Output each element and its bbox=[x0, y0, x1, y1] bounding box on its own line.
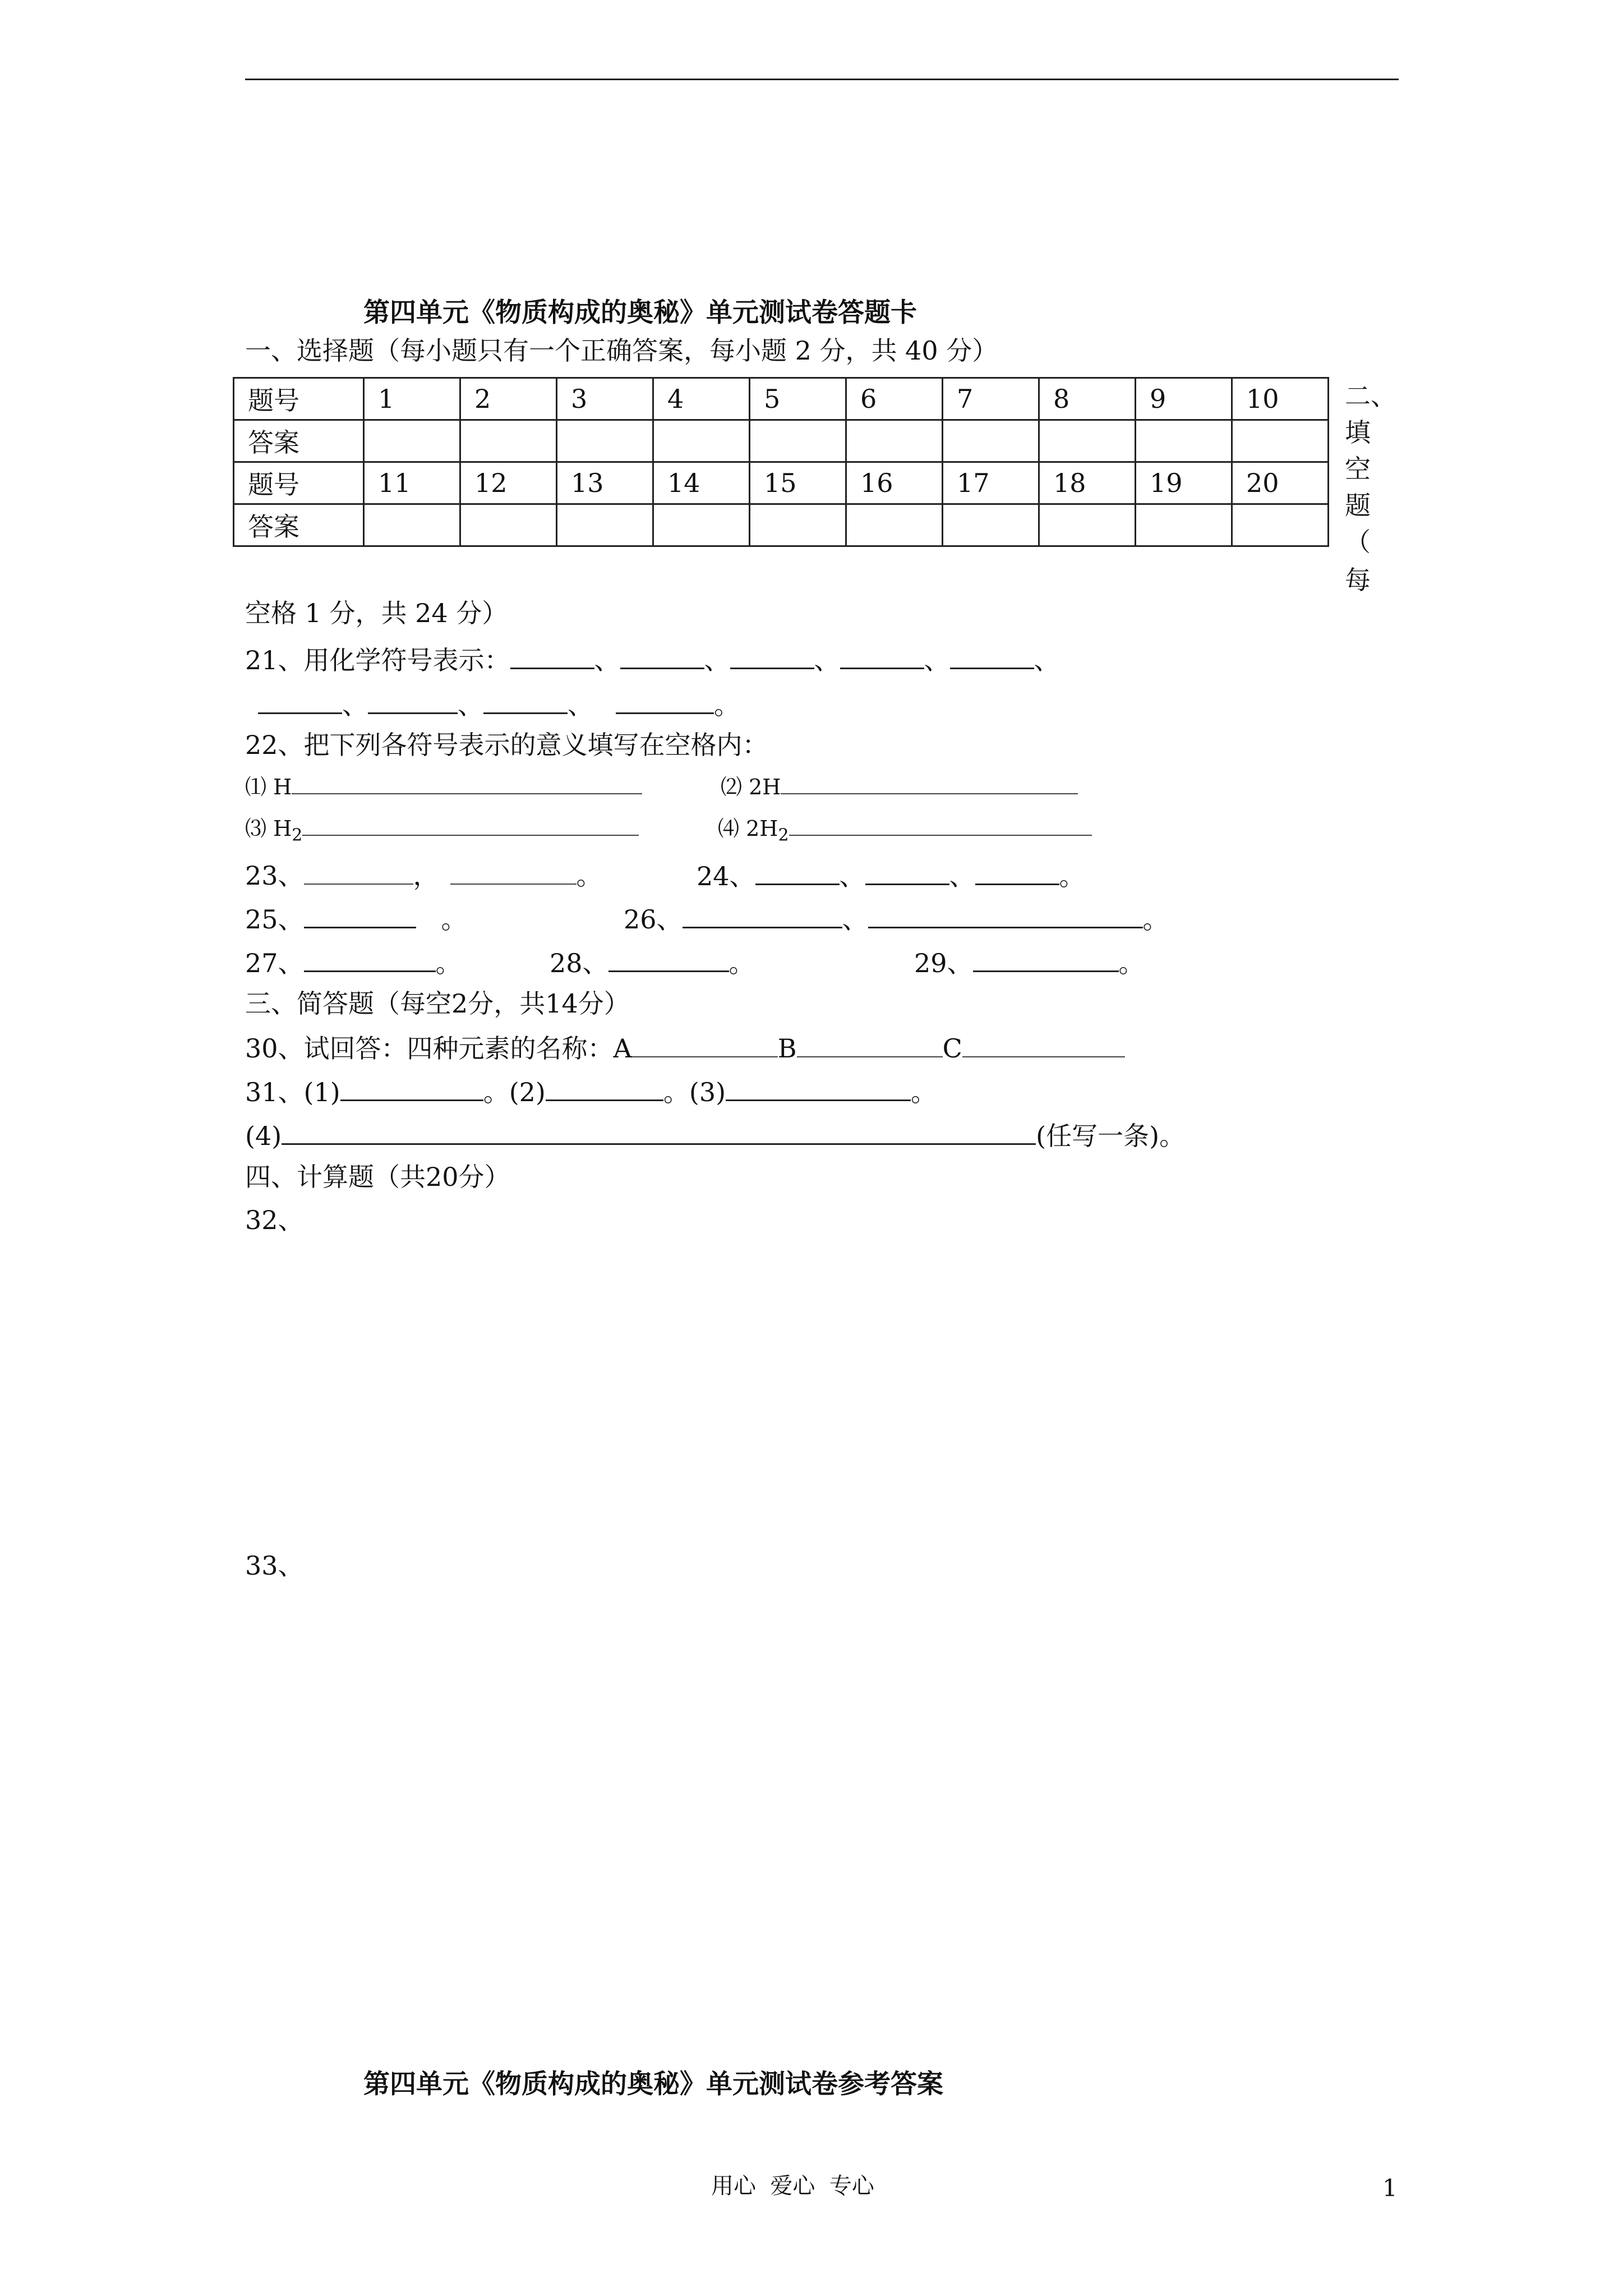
q33-label: 33、 bbox=[245, 1550, 304, 1581]
item-number: ⑷ bbox=[718, 816, 740, 841]
answer-cell[interactable] bbox=[943, 504, 1039, 546]
question-number: 14 bbox=[653, 462, 750, 504]
subscript: 2 bbox=[778, 825, 789, 845]
answer-blank[interactable] bbox=[616, 690, 714, 714]
comma: ， bbox=[413, 861, 439, 891]
q25-line bbox=[245, 904, 467, 935]
answer-cell[interactable] bbox=[557, 504, 653, 546]
question-number: 16 bbox=[846, 462, 943, 504]
question-number: 17 bbox=[943, 462, 1039, 504]
q21-label: 21、用化学符号表示： bbox=[245, 645, 510, 675]
q25-label: 25、 bbox=[245, 904, 304, 935]
section3-heading: 三、简答题（每空2分，共14分） bbox=[245, 988, 630, 1019]
section2-heading-continued: 空格 1 分，共 24 分） bbox=[245, 598, 508, 628]
answer-blank[interactable] bbox=[755, 861, 840, 885]
question-number: 11 bbox=[364, 462, 460, 504]
separator: 、 bbox=[1034, 645, 1060, 675]
chemical-symbol: H bbox=[273, 775, 292, 799]
answer-blank[interactable] bbox=[304, 861, 413, 885]
answer-blank[interactable] bbox=[546, 1077, 663, 1101]
separator: 、 bbox=[594, 645, 620, 675]
q28-line bbox=[550, 948, 755, 976]
q32-label: 32、 bbox=[245, 1205, 304, 1235]
period: 。 bbox=[435, 948, 462, 978]
answer-blank[interactable] bbox=[302, 818, 639, 836]
answer-cell[interactable] bbox=[1039, 504, 1136, 546]
answer-blank[interactable] bbox=[483, 690, 568, 714]
row-label-number: 题号 bbox=[234, 462, 364, 504]
q31-part2-label: 。(2) bbox=[483, 1077, 546, 1107]
question-number: 2 bbox=[460, 378, 557, 420]
q29-label: 29、 bbox=[914, 948, 973, 978]
answer-blank[interactable] bbox=[973, 948, 1119, 972]
answer-blank[interactable] bbox=[726, 1077, 911, 1101]
separator: 、 bbox=[814, 645, 840, 675]
question-number: 18 bbox=[1039, 462, 1136, 504]
header-rule bbox=[245, 79, 1399, 80]
answer-cell[interactable] bbox=[653, 420, 750, 462]
page-number: 1 bbox=[1382, 2174, 1398, 2202]
separator: 、 bbox=[568, 690, 593, 720]
item-number: ⑴ bbox=[245, 775, 267, 799]
answer-cell[interactable] bbox=[1039, 420, 1136, 462]
section2-heading-vertical: 每 bbox=[1345, 565, 1371, 595]
q31-part4-note: (任写一条)。 bbox=[1036, 1121, 1186, 1151]
chemical-symbol: 2H bbox=[746, 816, 778, 841]
answer-blank[interactable] bbox=[865, 861, 949, 885]
answer-cell[interactable] bbox=[364, 504, 460, 546]
q29-line bbox=[914, 948, 1145, 976]
question-number: 13 bbox=[557, 462, 653, 504]
answer-cell[interactable] bbox=[1232, 504, 1329, 546]
choice-answer-table bbox=[233, 377, 1329, 547]
reference-answer-title: 第四单元《物质构成的奥秘》单元测试卷参考答案 bbox=[363, 2069, 943, 2100]
question-number: 20 bbox=[1232, 462, 1329, 504]
question-number: 10 bbox=[1232, 378, 1329, 420]
separator: 、 bbox=[458, 690, 483, 720]
table-row bbox=[234, 504, 1329, 546]
section2-heading-vertical: 题 bbox=[1345, 490, 1371, 521]
answer-blank[interactable] bbox=[450, 861, 577, 885]
item-number: ⑶ bbox=[245, 816, 267, 841]
answer-cell[interactable] bbox=[364, 420, 460, 462]
question-number: 12 bbox=[460, 462, 557, 504]
question-number: 1 bbox=[364, 378, 460, 420]
answer-blank[interactable] bbox=[304, 904, 416, 928]
answer-blank[interactable] bbox=[683, 904, 842, 928]
answer-cell[interactable] bbox=[557, 420, 653, 462]
period: 。 bbox=[911, 1077, 937, 1107]
q27-line bbox=[245, 948, 462, 976]
row-label-answer: 答案 bbox=[234, 504, 364, 546]
q21-line1 bbox=[245, 645, 1060, 673]
q23-label: 23、 bbox=[245, 861, 304, 891]
answer-cell[interactable] bbox=[460, 504, 557, 546]
answer-cell[interactable] bbox=[846, 504, 943, 546]
answer-cell[interactable] bbox=[653, 504, 750, 546]
q31-line2 bbox=[245, 1121, 1185, 1149]
question-number: 8 bbox=[1039, 378, 1136, 420]
answer-blank[interactable] bbox=[292, 776, 642, 794]
row-label-answer: 答案 bbox=[234, 420, 364, 462]
question-number: 3 bbox=[557, 378, 653, 420]
question-number: 4 bbox=[653, 378, 750, 420]
answer-blank[interactable] bbox=[962, 1034, 1125, 1057]
footer-motto: 用心 爱心 专心 bbox=[711, 2173, 874, 2199]
q22-item-1 bbox=[245, 776, 642, 798]
chemical-symbol: H bbox=[273, 816, 292, 841]
answer-cell[interactable] bbox=[750, 504, 846, 546]
table-row bbox=[234, 378, 1329, 420]
q21-line2 bbox=[258, 690, 740, 718]
answer-card-title: 第四单元《物质构成的奥秘》单元测试卷答题卡 bbox=[363, 297, 917, 328]
section2-heading-vertical: （ bbox=[1345, 527, 1371, 557]
answer-blank[interactable] bbox=[868, 904, 1143, 928]
question-number: 5 bbox=[750, 378, 846, 420]
q31-label: 31、(1) bbox=[245, 1077, 340, 1107]
section2-heading-vertical: 空 bbox=[1345, 454, 1371, 484]
question-number: 6 bbox=[846, 378, 943, 420]
separator: 、 bbox=[842, 904, 868, 935]
q24-label: 24、 bbox=[697, 861, 755, 891]
q22-item-3 bbox=[245, 818, 639, 844]
question-number: 15 bbox=[750, 462, 846, 504]
answer-blank[interactable] bbox=[340, 1077, 483, 1101]
q27-label: 27、 bbox=[245, 948, 304, 978]
period: 。 bbox=[576, 861, 602, 891]
period: 。 bbox=[1118, 948, 1145, 978]
separator: 、 bbox=[924, 645, 950, 675]
section2-heading-vertical: 填 bbox=[1345, 417, 1371, 448]
section4-heading: 四、计算题（共20分） bbox=[245, 1162, 510, 1192]
answer-blank[interactable] bbox=[789, 818, 1092, 836]
section1-heading: 一、选择题（每小题只有一个正确答案，每小题 2 分，共 40 分） bbox=[245, 335, 998, 366]
q30-label: 30、试回答：四种元素的名称：A bbox=[245, 1033, 632, 1064]
section2-heading-vertical: 二、 bbox=[1345, 381, 1396, 411]
answer-blank[interactable] bbox=[950, 645, 1034, 669]
period: 。 bbox=[1059, 861, 1085, 891]
table-row bbox=[234, 420, 1329, 462]
period: 。 bbox=[714, 690, 740, 720]
answer-blank[interactable] bbox=[258, 690, 342, 714]
separator: 、 bbox=[342, 690, 368, 720]
answer-blank[interactable] bbox=[510, 645, 594, 669]
q22-label: 22、把下列各符号表示的意义填写在空格内： bbox=[245, 730, 768, 760]
period: 。 bbox=[441, 904, 467, 935]
question-number: 7 bbox=[943, 378, 1039, 420]
q23-line bbox=[245, 861, 602, 889]
answer-blank[interactable] bbox=[781, 776, 1078, 794]
answer-cell[interactable] bbox=[750, 420, 846, 462]
chemical-symbol: 2H bbox=[749, 775, 781, 799]
answer-cell[interactable] bbox=[1232, 420, 1329, 462]
question-number: 9 bbox=[1136, 378, 1232, 420]
q31-line1 bbox=[245, 1077, 937, 1105]
table-row bbox=[234, 462, 1329, 504]
q30-line bbox=[245, 1033, 1125, 1064]
item-number: ⑵ bbox=[721, 775, 743, 799]
separator: 、 bbox=[949, 861, 975, 891]
question-number: 19 bbox=[1136, 462, 1232, 504]
q26-label: 26、 bbox=[624, 904, 683, 935]
subscript: 2 bbox=[292, 825, 303, 845]
answer-blank[interactable] bbox=[730, 645, 814, 669]
answer-cell[interactable] bbox=[460, 420, 557, 462]
answer-blank[interactable] bbox=[304, 948, 436, 972]
answer-blank[interactable] bbox=[797, 1034, 943, 1057]
separator: 、 bbox=[839, 861, 865, 891]
q31-part3-label: 。(3) bbox=[663, 1077, 726, 1107]
answer-cell[interactable] bbox=[1136, 504, 1232, 546]
q26-line bbox=[624, 904, 1169, 935]
element-c-label: C bbox=[942, 1033, 962, 1064]
period: 。 bbox=[1142, 904, 1169, 935]
q22-item-2 bbox=[721, 776, 1078, 798]
q28-label: 28、 bbox=[550, 948, 608, 978]
q24-line bbox=[697, 861, 1085, 889]
answer-blank[interactable] bbox=[282, 1121, 1036, 1145]
answer-blank[interactable] bbox=[368, 690, 458, 714]
answer-cell[interactable] bbox=[943, 420, 1039, 462]
answer-blank[interactable] bbox=[620, 645, 704, 669]
q31-part4-label: (4) bbox=[245, 1121, 282, 1151]
answer-blank[interactable] bbox=[632, 1034, 778, 1057]
q22-item-4 bbox=[718, 818, 1092, 844]
period: 。 bbox=[728, 948, 755, 978]
answer-blank[interactable] bbox=[840, 645, 924, 669]
row-label-number: 题号 bbox=[234, 378, 364, 420]
answer-cell[interactable] bbox=[846, 420, 943, 462]
answer-blank[interactable] bbox=[608, 948, 729, 972]
element-b-label: B bbox=[777, 1033, 797, 1064]
answer-cell[interactable] bbox=[1136, 420, 1232, 462]
answer-blank[interactable] bbox=[975, 861, 1059, 885]
separator: 、 bbox=[704, 645, 730, 675]
